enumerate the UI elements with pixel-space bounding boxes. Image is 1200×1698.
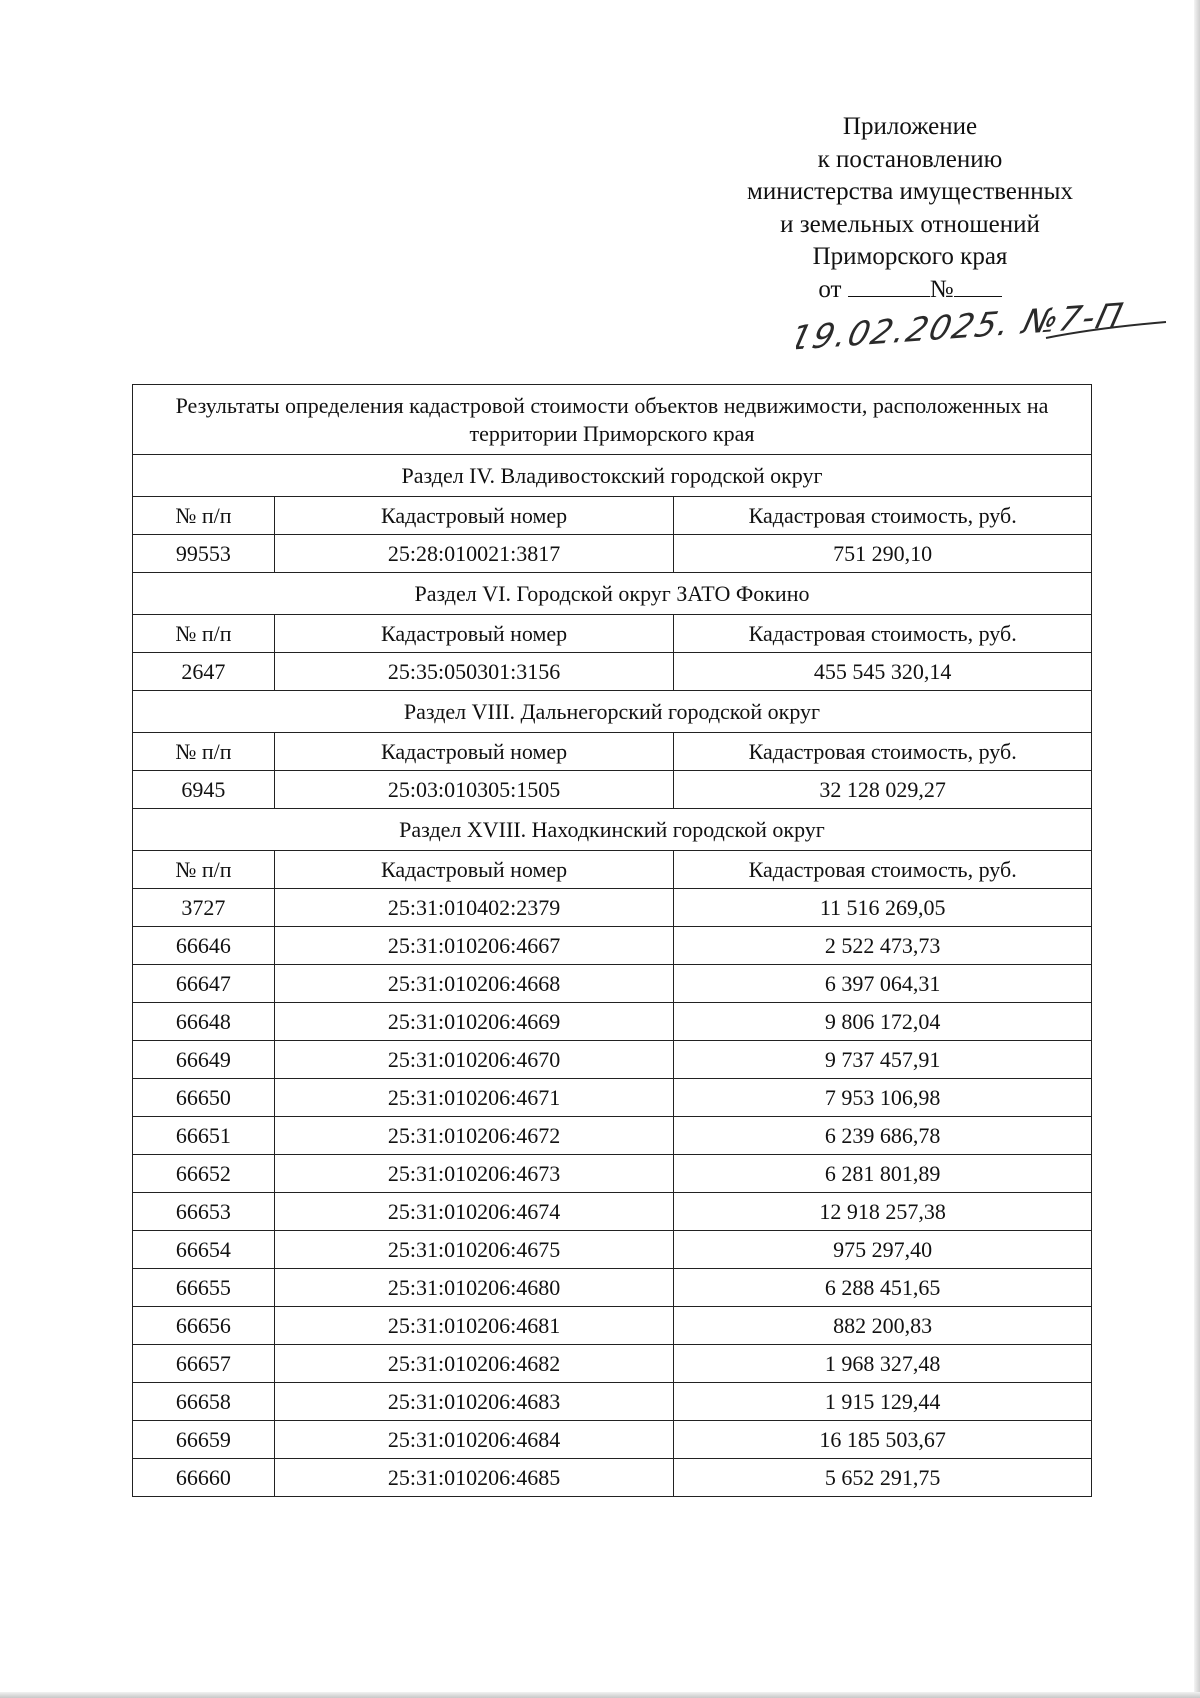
cadastral-number: 25:31:010206:4682 xyxy=(274,1345,674,1383)
number-sign: № xyxy=(929,275,954,303)
cadastral-number: 25:31:010206:4675 xyxy=(274,1231,674,1269)
cadastral-number: 25:31:010206:4680 xyxy=(274,1269,674,1307)
header-index: № п/п xyxy=(133,497,275,535)
table-row xyxy=(133,1079,1092,1117)
row-index: 66654 xyxy=(133,1231,275,1269)
table-row xyxy=(133,1459,1092,1497)
cadastral-number: 25:31:010206:4671 xyxy=(274,1079,674,1117)
cadastral-number: 25:31:010206:4674 xyxy=(274,1193,674,1231)
row-index: 66655 xyxy=(133,1269,275,1307)
section-row xyxy=(133,455,1092,497)
header-index: № п/п xyxy=(133,851,275,889)
table-row xyxy=(133,1155,1092,1193)
table-row xyxy=(133,1383,1092,1421)
cadastral-number: 25:31:010206:4669 xyxy=(274,1003,674,1041)
table-title: Результаты определения кадастровой стоимости объектов недвижимости, расположенных на территории Приморского края xyxy=(133,385,1092,455)
header-line: Приморского края xyxy=(812,243,1008,270)
cadastral-value: 6 281 801,89 xyxy=(674,1155,1092,1193)
row-index: 66652 xyxy=(133,1155,275,1193)
column-header-row xyxy=(133,615,1092,653)
header-index: № п/п xyxy=(133,615,275,653)
cadastral-value: 751 290,10 xyxy=(674,535,1092,573)
cadastral-number: 25:31:010206:4667 xyxy=(274,927,674,965)
table-row xyxy=(133,1041,1092,1079)
row-index: 66647 xyxy=(133,965,275,1003)
cadastral-value: 7 953 106,98 xyxy=(674,1079,1092,1117)
cadastral-number: 25:31:010206:4673 xyxy=(274,1155,674,1193)
row-index: 66653 xyxy=(133,1193,275,1231)
column-header-row xyxy=(133,733,1092,771)
section-title: Раздел VI. Городской округ ЗАТО Фокино xyxy=(133,573,1092,615)
cadastral-value: 1 968 327,48 xyxy=(674,1345,1092,1383)
table-row xyxy=(133,1231,1092,1269)
row-index: 66650 xyxy=(133,1079,275,1117)
cadastral-value: 6 239 686,78 xyxy=(674,1117,1092,1155)
header-line: министерства имущественных xyxy=(747,178,1073,205)
header-cadastral-number: Кадастровый номер xyxy=(274,497,674,535)
cadastral-number: 25:31:010206:4670 xyxy=(274,1041,674,1079)
row-index: 6945 xyxy=(133,771,275,809)
row-index: 3727 xyxy=(133,889,275,927)
cadastral-value-table xyxy=(132,384,1092,1497)
scan-edge-bottom xyxy=(0,1692,1200,1698)
header-index: № п/п xyxy=(133,733,275,771)
cadastral-value: 12 918 257,38 xyxy=(674,1193,1092,1231)
table-row xyxy=(133,1193,1092,1231)
header-line: Приложение xyxy=(842,113,978,140)
column-header-row xyxy=(133,851,1092,889)
cadastral-number: 25:31:010206:4668 xyxy=(274,965,674,1003)
table-row xyxy=(133,1421,1092,1459)
column-header-row xyxy=(133,497,1092,535)
header-cadastral-value: Кадастровая стоимость, руб. xyxy=(674,851,1092,889)
table-row xyxy=(133,1307,1092,1345)
row-index: 66657 xyxy=(133,1345,275,1383)
table-row xyxy=(133,889,1092,927)
date-blank xyxy=(848,295,930,297)
header-cadastral-value: Кадастровая стоимость, руб. xyxy=(674,615,1092,653)
row-index: 66659 xyxy=(133,1421,275,1459)
table-row xyxy=(133,535,1092,573)
table-title-row xyxy=(133,385,1092,455)
cadastral-value: 975 297,40 xyxy=(674,1231,1092,1269)
cadastral-value: 9 737 457,91 xyxy=(674,1041,1092,1079)
header-line: и земельных отношений xyxy=(780,210,1040,238)
cadastral-number: 25:31:010206:4681 xyxy=(274,1307,674,1345)
header-cadastral-value: Кадастровая стоимость, руб. xyxy=(674,733,1092,771)
cadastral-number: 25:28:010021:3817 xyxy=(274,535,674,573)
section-row xyxy=(133,691,1092,733)
header-cadastral-number: Кадастровый номер xyxy=(274,733,674,771)
row-index: 66656 xyxy=(133,1307,275,1345)
table-row xyxy=(133,1117,1092,1155)
table-row xyxy=(133,1345,1092,1383)
table-row xyxy=(133,927,1092,965)
cadastral-value: 16 185 503,67 xyxy=(674,1421,1092,1459)
cadastral-number: 25:31:010206:4684 xyxy=(274,1421,674,1459)
table-row xyxy=(133,771,1092,809)
cadastral-value: 11 516 269,05 xyxy=(674,889,1092,927)
cadastral-value: 1 915 129,44 xyxy=(674,1383,1092,1421)
row-index: 99553 xyxy=(133,535,275,573)
cadastral-value: 5 652 291,75 xyxy=(674,1459,1092,1497)
ot-label: от xyxy=(818,275,842,303)
table-row xyxy=(133,653,1092,691)
section-title: Раздел IV. Владивостокский городской округ xyxy=(133,455,1092,497)
header-cadastral-number: Кадастровый номер xyxy=(274,851,674,889)
header-cadastral-value: Кадастровая стоимость, руб. xyxy=(674,497,1092,535)
cadastral-value: 32 128 029,27 xyxy=(674,771,1092,809)
section-row xyxy=(133,809,1092,851)
row-index: 66649 xyxy=(133,1041,275,1079)
table-body xyxy=(133,385,1092,1497)
row-index: 2647 xyxy=(133,653,275,691)
table-row xyxy=(133,1269,1092,1307)
row-index: 66646 xyxy=(133,927,275,965)
cadastral-value: 455 545 320,14 xyxy=(674,653,1092,691)
scan-edge-right xyxy=(1194,0,1200,1698)
section-title: Раздел XVIII. Находкинский городской округ xyxy=(133,809,1092,851)
cadastral-number: 25:31:010402:2379 xyxy=(274,889,674,927)
cadastral-value: 9 806 172,04 xyxy=(674,1003,1092,1041)
cadastral-number: 25:35:050301:3156 xyxy=(274,653,674,691)
cadastral-number: 25:31:010206:4672 xyxy=(274,1117,674,1155)
table-row xyxy=(133,1003,1092,1041)
cadastral-number: 25:31:010206:4683 xyxy=(274,1383,674,1421)
number-blank xyxy=(954,295,1002,297)
handwritten-text: 19.02.2025. №7-П xyxy=(796,300,1129,350)
row-index: 66651 xyxy=(133,1117,275,1155)
header-cadastral-number: Кадастровый номер xyxy=(274,615,674,653)
row-index: 66660 xyxy=(133,1459,275,1497)
handwritten-date-number xyxy=(796,300,1176,350)
cadastral-value: 6 288 451,65 xyxy=(674,1269,1092,1307)
cadastral-number: 25:31:010206:4685 xyxy=(274,1459,674,1497)
cadastral-value: 882 200,83 xyxy=(674,1307,1092,1345)
section-row xyxy=(133,573,1092,615)
row-index: 66648 xyxy=(133,1003,275,1041)
cadastral-number: 25:03:010305:1505 xyxy=(274,771,674,809)
cadastral-value: 6 397 064,31 xyxy=(674,965,1092,1003)
row-index: 66658 xyxy=(133,1383,275,1421)
section-title: Раздел VIII. Дальнегорский городской округ xyxy=(133,691,1092,733)
appendix-header xyxy=(700,111,1120,306)
cadastral-value: 2 522 473,73 xyxy=(674,927,1092,965)
header-line: к постановлению xyxy=(817,145,1003,173)
table-row xyxy=(133,965,1092,1003)
